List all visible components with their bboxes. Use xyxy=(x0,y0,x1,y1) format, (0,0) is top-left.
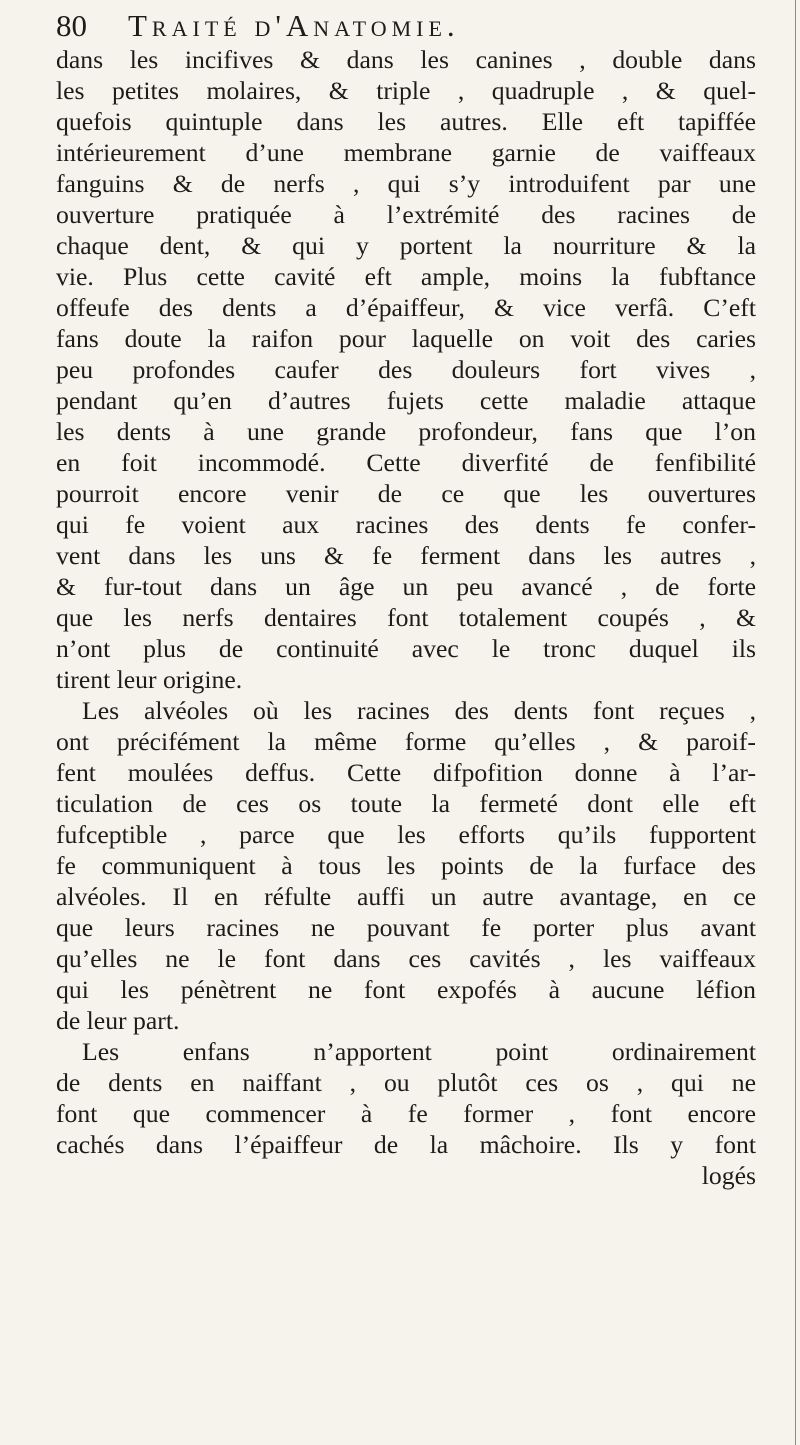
text-line: ticulation de ces os toute la fermeté dont elle eft xyxy=(56,789,756,818)
text-line: pendant qu’en d’autres fujets cette maladie attaque xyxy=(56,386,756,415)
catchword: logés xyxy=(701,1161,756,1190)
text-line: Les alvéoles où les racines des dents font reçues , xyxy=(82,696,756,725)
text-line: Les enfans n’apportent point ordinairement xyxy=(82,1037,756,1066)
text-line: offeufe des dents a d’épaiffeur, & vice verfâ. C’eft xyxy=(56,293,756,322)
text-line: n’ont plus de continuité avec le tronc duquel ils xyxy=(56,634,756,663)
text-line: intérieurement d’une membrane garnie de vaiffeaux xyxy=(56,138,756,167)
text-line: cachés dans l’épaiffeur de la mâchoire. Ils y font xyxy=(56,1130,756,1159)
body-text xyxy=(56,44,756,1191)
text-line: chaque dent, & qui y portent la nourriture & la xyxy=(56,231,756,260)
text-line: fufceptible , parce que les efforts qu’ils fupportent xyxy=(56,820,756,849)
text-line: pourroit encore venir de ce que les ouvertures xyxy=(56,479,756,508)
text-line: vie. Plus cette cavité eft ample, moins la fubftance xyxy=(56,262,756,291)
text-line: de leur part. xyxy=(56,1006,180,1035)
text-line: font que commencer à fe former , font encore xyxy=(56,1099,756,1128)
page-edge-line xyxy=(795,0,796,1445)
text-line: tirent leur origine. xyxy=(56,665,243,694)
running-title: Traité d'Anatomie. xyxy=(128,8,460,43)
text-line: qui les pénètrent ne font expofés à aucune léfion xyxy=(56,975,756,1004)
text-line: ouverture pratiquée à l’extrémité des racines de xyxy=(56,200,756,229)
text-line: peu profondes caufer des douleurs fort vives , xyxy=(56,355,756,384)
text-line: de dents en naiffant , ou plutôt ces os , qui ne xyxy=(56,1068,756,1097)
text-line: vent dans les uns & fe ferment dans les autres , xyxy=(56,541,756,570)
page-header xyxy=(56,6,756,46)
text-line: qui fe voient aux racines des dents fe confer- xyxy=(56,510,756,539)
page-number: 80 xyxy=(56,8,87,43)
text-line: fanguins & de nerfs , qui s’y introduifent par une xyxy=(56,169,756,198)
text-line: ont précifément la même forme qu’elles , & paroif- xyxy=(56,727,756,756)
text-line: & fur-tout dans un âge un peu avancé , de forte xyxy=(56,572,756,601)
text-line: alvéoles. Il en réfulte auffi un autre avantage, en ce xyxy=(56,882,756,911)
text-line: qu’elles ne le font dans ces cavités , les vaiffeaux xyxy=(56,944,756,973)
text-line: fent moulées deffus. Cette difpofition donne à l’ar- xyxy=(56,758,756,787)
text-line: les petites molaires, & triple , quadruple , & quel- xyxy=(56,76,756,105)
text-line: fe communiquent à tous les points de la furface des xyxy=(56,851,756,880)
text-line: quefois quintuple dans les autres. Elle eft tapiffée xyxy=(56,107,756,136)
text-line: en foit incommodé. Cette diverfité de fenfibilité xyxy=(56,448,756,477)
text-line: dans les incifives & dans les canines , double dans xyxy=(56,45,756,74)
text-line: que les nerfs dentaires font totalement coupés , & xyxy=(56,603,756,632)
text-line: que leurs racines ne pouvant fe porter plus avant xyxy=(56,913,756,942)
text-line: fans doute la raifon pour laquelle on voit des caries xyxy=(56,324,756,353)
text-line: les dents à une grande profondeur, fans que l’on xyxy=(56,417,756,446)
